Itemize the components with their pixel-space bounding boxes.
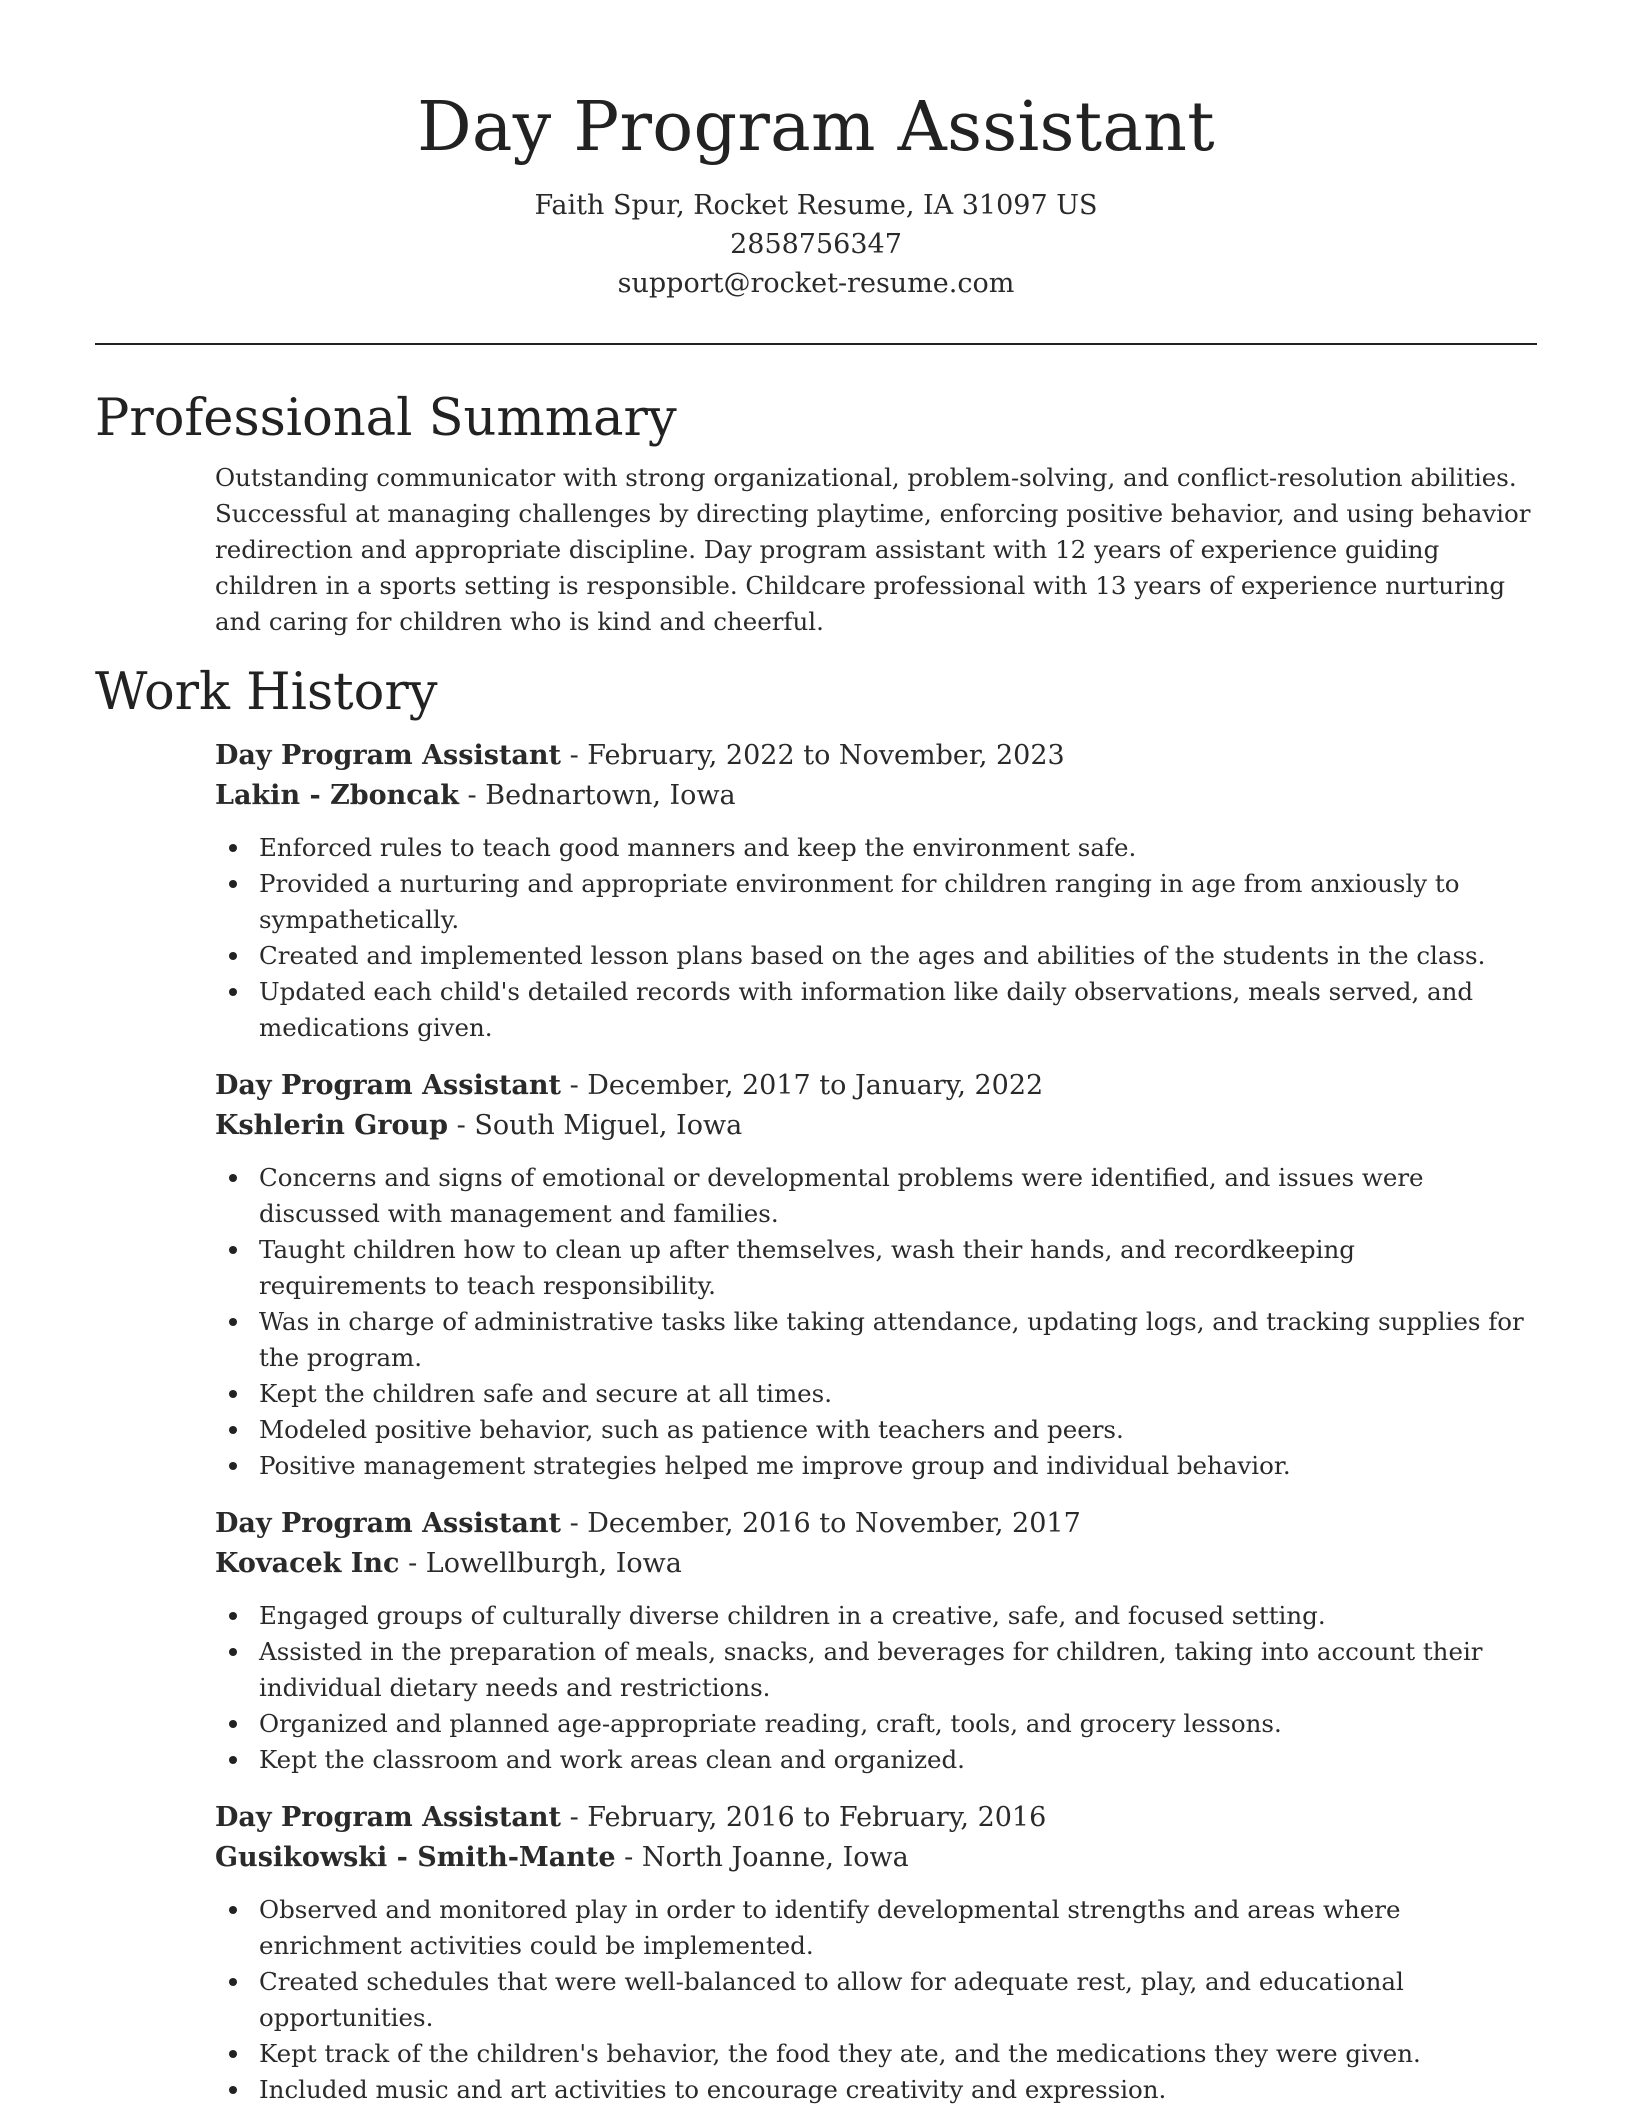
job-entry [215,1066,1537,1484]
separator: - [399,1548,426,1579]
separator: - [560,1070,588,1101]
bullet-icon [229,1426,237,1434]
job-entry [215,736,1537,1046]
bullet-text: Kept the children safe and secure at all times. [259,1379,833,1408]
bullet-item [259,1742,1537,1778]
bullet-text: Organized and planned age-appropriate reading, craft, tools, and grocery lessons. [259,1709,1282,1738]
bullet-icon [229,1390,237,1398]
job-dates: February, 2016 to February, 2016 [587,1802,1047,1833]
job-company-line [215,1106,1537,1146]
bullet-icon [229,1906,237,1914]
bullet-text: Was in charge of administrative tasks like taking attendance, updating logs, and tracking supplies for the program. [259,1307,1524,1372]
bullet-icon [229,1648,237,1656]
job-location: Lowellburgh, Iowa [425,1548,682,1579]
bullet-item [259,1160,1537,1232]
bullet-icon [229,1756,237,1764]
resume-header [95,0,1537,303]
bullet-icon [229,1612,237,1620]
job-bullets [215,1892,1537,2108]
bullet-item [259,1964,1537,2036]
bullet-icon [229,1720,237,1728]
bullet-item [259,830,1537,866]
bullet-item [259,1706,1537,1742]
job-title-line [215,1798,1537,1838]
bullet-text: Positive management strategies helped me improve group and individual behavior. [259,1451,1291,1480]
bullet-icon [229,952,237,960]
summary-text: Outstanding communicator with strong organizational, problem-solving, and conflict-resolution abilities. Successful at managing challenges by directing playtime, enforcing positive behavior, and using behavior redirection and appropriate discipline. Day program assistant with 12 years of experience guiding children in a sports setting is responsible. Childcare professional with 13 years of experience nurturing and caring for children who is kind and cheerful. [215,463,1531,636]
separator: - [560,740,588,771]
bullet-text: Concerns and signs of emotional or developmental problems were identified, and issues were discussed with management and families. [259,1163,1424,1228]
job-location: North Joanne, Iowa [641,1842,909,1873]
bullet-item [259,866,1537,938]
bullet-icon [229,2086,237,2094]
separator: - [448,1110,475,1141]
company-name: Kovacek Inc [215,1548,400,1579]
bullet-item [259,974,1537,1046]
bullet-item [259,2072,1537,2108]
bullet-icon [229,1174,237,1182]
bullet-text: Created and implemented lesson plans based on the ages and abilities of the students in the class. [259,941,1486,970]
bullet-item [259,1634,1537,1706]
bullet-text: Kept track of the children's behavior, the food they ate, and the medications they were given. [259,2039,1421,2068]
job-title: Day Program Assistant [215,1802,561,1833]
bullet-item [259,1232,1537,1304]
job-bullets [215,830,1537,1046]
bullet-text: Modeled positive behavior, such as patience with teachers and peers. [259,1415,1124,1444]
bullet-item [259,1448,1537,1484]
bullet-text: Created schedules that were well-balanced to allow for adequate rest, play, and educational opportunities. [259,1967,1404,2032]
bullet-item [259,1598,1537,1634]
job-company-line [215,1544,1537,1584]
email-address: support@rocket-resume.com [617,268,1015,299]
job-title-line [215,1504,1537,1544]
bullet-text: Included music and art activities to encourage creativity and expression. [259,2075,1167,2104]
bullet-text: Observed and monitored play in order to identify developmental strengths and areas where enrichment activities could be implemented. [259,1895,1401,1960]
job-title: Day Program Assistant [215,1070,561,1101]
job-dates: February, 2022 to November, 2023 [587,740,1065,771]
bullet-text: Assisted in the preparation of meals, snacks, and beverages for children, taking into account their individual dietary needs and restrictions. [259,1637,1483,1702]
bullet-icon [229,1246,237,1254]
company-name: Lakin - Zboncak [215,780,459,811]
bullet-icon [229,844,237,852]
job-bullets [215,1160,1537,1484]
phone-number: 2858756347 [730,229,902,260]
header-divider [95,343,1537,345]
bullet-item [259,1412,1537,1448]
summary-heading: Professional Summary [95,389,677,448]
job-title: Day Program Assistant [215,1508,561,1539]
job-location: South Miguel, Iowa [474,1110,743,1141]
bullet-item [259,938,1537,974]
bullet-item [259,1304,1537,1376]
job-dates: December, 2016 to November, 2017 [587,1508,1081,1539]
job-company-line [215,776,1537,816]
bullet-item [259,2036,1537,2072]
bullet-icon [229,1318,237,1326]
job-entry [215,1798,1537,2108]
resume-page [95,0,1537,2108]
job-bullets [215,1598,1537,1778]
job-title: Day Program Assistant [215,740,561,771]
resume-name: Day Program Assistant [417,88,1215,167]
bullet-icon [229,988,237,996]
job-title-line [215,1066,1537,1106]
bullet-icon [229,2050,237,2058]
bullet-item [259,1376,1537,1412]
job-title-line [215,736,1537,776]
bullet-text: Enforced rules to teach good manners and keep the environment safe. [259,833,1137,862]
job-dates: December, 2017 to January, 2022 [587,1070,1044,1101]
company-name: Gusikowski - Smith-Mante [215,1842,616,1873]
company-name: Kshlerin Group [215,1110,449,1141]
bullet-item [259,1892,1537,1964]
bullet-icon [229,880,237,888]
bullet-text: Updated each child's detailed records with information like daily observations, meals served, and medications given. [259,977,1474,1042]
address: Faith Spur, Rocket Resume, IA 31097 US [534,190,1098,221]
bullet-text: Engaged groups of culturally diverse children in a creative, safe, and focused setting. [259,1601,1326,1630]
bullet-text: Taught children how to clean up after themselves, wash their hands, and recordkeeping requirements to teach responsibility. [259,1235,1355,1300]
bullet-text: Kept the classroom and work areas clean and organized. [259,1745,965,1774]
job-company-line [215,1838,1537,1878]
separator: - [560,1802,588,1833]
separator: - [615,1842,642,1873]
separator: - [560,1508,588,1539]
job-location: Bednartown, Iowa [485,780,736,811]
bullet-icon [229,1978,237,1986]
job-entry [215,1504,1537,1778]
separator: - [458,780,486,811]
bullet-icon [229,1462,237,1470]
work-history-heading: Work History [95,663,438,722]
job-list [215,736,1537,2108]
bullet-text: Provided a nurturing and appropriate environment for children ranging in age from anxiously to sympathetically. [259,869,1460,934]
